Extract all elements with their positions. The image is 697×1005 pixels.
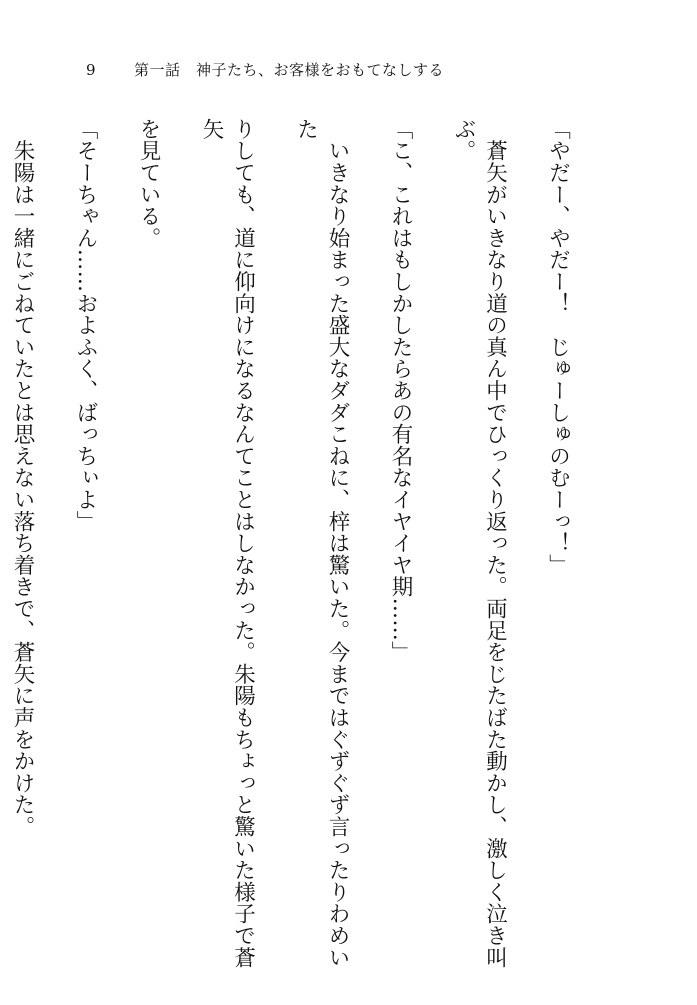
chapter-title: 第一話 神子たち、お客様をおもてなしする	[134, 61, 445, 79]
vertical-text-body	[0, 118, 605, 978]
page-number: 9	[86, 61, 96, 79]
text-line: 「そーちゃん……およふく、ばっちぃよ」	[73, 118, 98, 533]
text-line: 蒼矢がいきなり道の真ん中でひっくり返った。両足をじたばた動かし、激しく泣き叫ぶ。	[451, 118, 508, 969]
text-line: いきなり始まった盛大なダダこねに、梓は驚いた。今まではぐずぐず言ったりわめいた	[293, 118, 350, 969]
running-header	[0, 58, 697, 82]
text-line: 朱陽は一緒にごねていたとは思えない落ち着きで、蒼矢に声をかけた。	[10, 118, 35, 838]
text-line: 「やだー、やだー！ じゅーしゅのむーっ！」	[545, 118, 571, 576]
text-line: 「こ、これはもしかしたらあの有名なイヤイヤ期……」	[388, 118, 413, 663]
text-line: りしても、道に仰向けになるなんてことはしなかった。朱陽もちょっと驚いた様子で蒼矢	[199, 118, 256, 969]
text-line: を見ている。	[136, 118, 161, 249]
